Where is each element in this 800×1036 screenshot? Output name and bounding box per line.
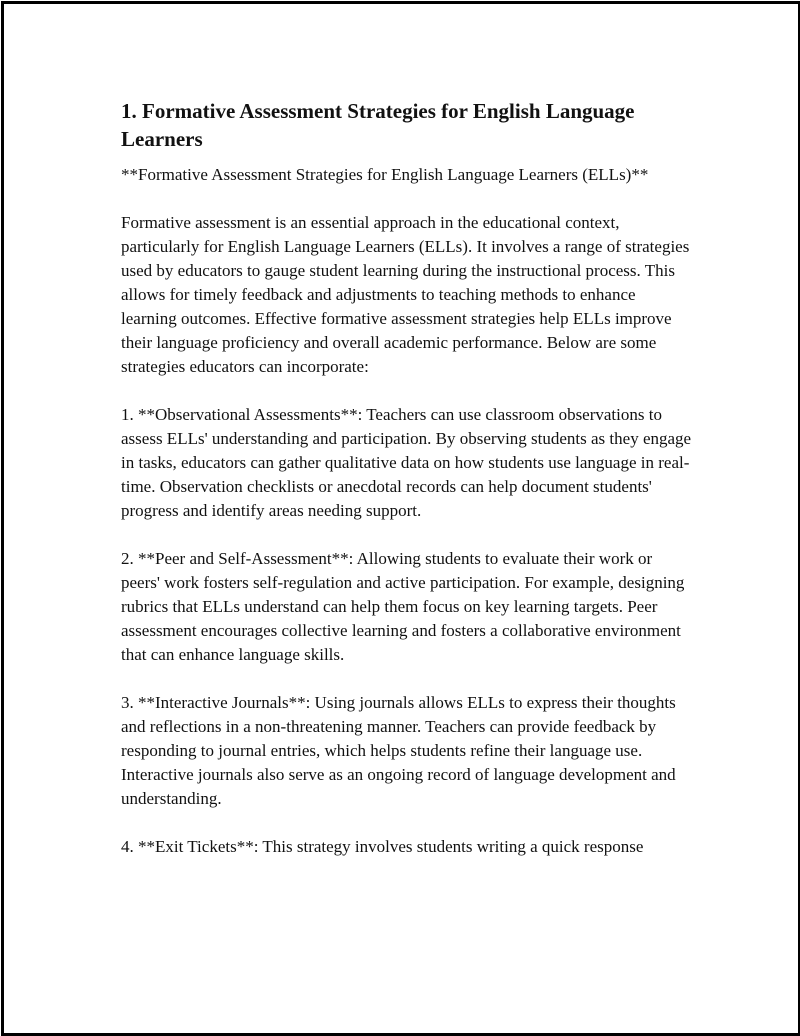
strategy-observational-paragraph: 1. **Observational Assessments**: Teachers can use classroom observations to assess ELLs' understanding and participation. By observing students as they engage in tasks, educators can gather qualitative data on how students use language in real-time. Observation checklists or anecdotal records can help document students' progress and identify areas needing support.	[121, 405, 692, 520]
document-body	[121, 97, 693, 883]
document-title: 1. Formative Assessment Strategies for English Language Learners	[121, 99, 635, 151]
strategy-peer-self-assessment-paragraph: 2. **Peer and Self-Assessment**: Allowing students to evaluate their work or peers' work fosters self-regulation and active participation. For example, designing rubrics that ELLs understand can help them focus on key learning targets. Peer assessment encourages collective learning and fosters a collaborative environment that can enhance language skills.	[121, 549, 685, 664]
intro-paragraph: Formative assessment is an essential approach in the educational context, particularly for English Language Learners (ELLs). It involves a range of strategies used by educators to gauge student learning during the instructional process. This allows for timely feedback and adjustments to teaching methods to enhance learning outcomes. Effective formative assessment strategies help ELLs improve their language proficiency and overall academic performance. Below are some strategies educators can incorporate:	[121, 213, 690, 376]
strategy-exit-tickets-paragraph: 4. **Exit Tickets**: This strategy involves students writing a quick response	[121, 837, 644, 856]
strategy-interactive-journals-paragraph: 3. **Interactive Journals**: Using journals allows ELLs to express their thoughts and reflections in a non-threatening manner. Teachers can provide feedback by responding to journal entries, which helps students refine their language use. Interactive journals also serve as an ongoing record of language development and understanding.	[121, 693, 676, 808]
document-page	[1, 1, 800, 1036]
subtitle-paragraph: **Formative Assessment Strategies for English Language Learners (ELLs)**	[121, 165, 649, 184]
